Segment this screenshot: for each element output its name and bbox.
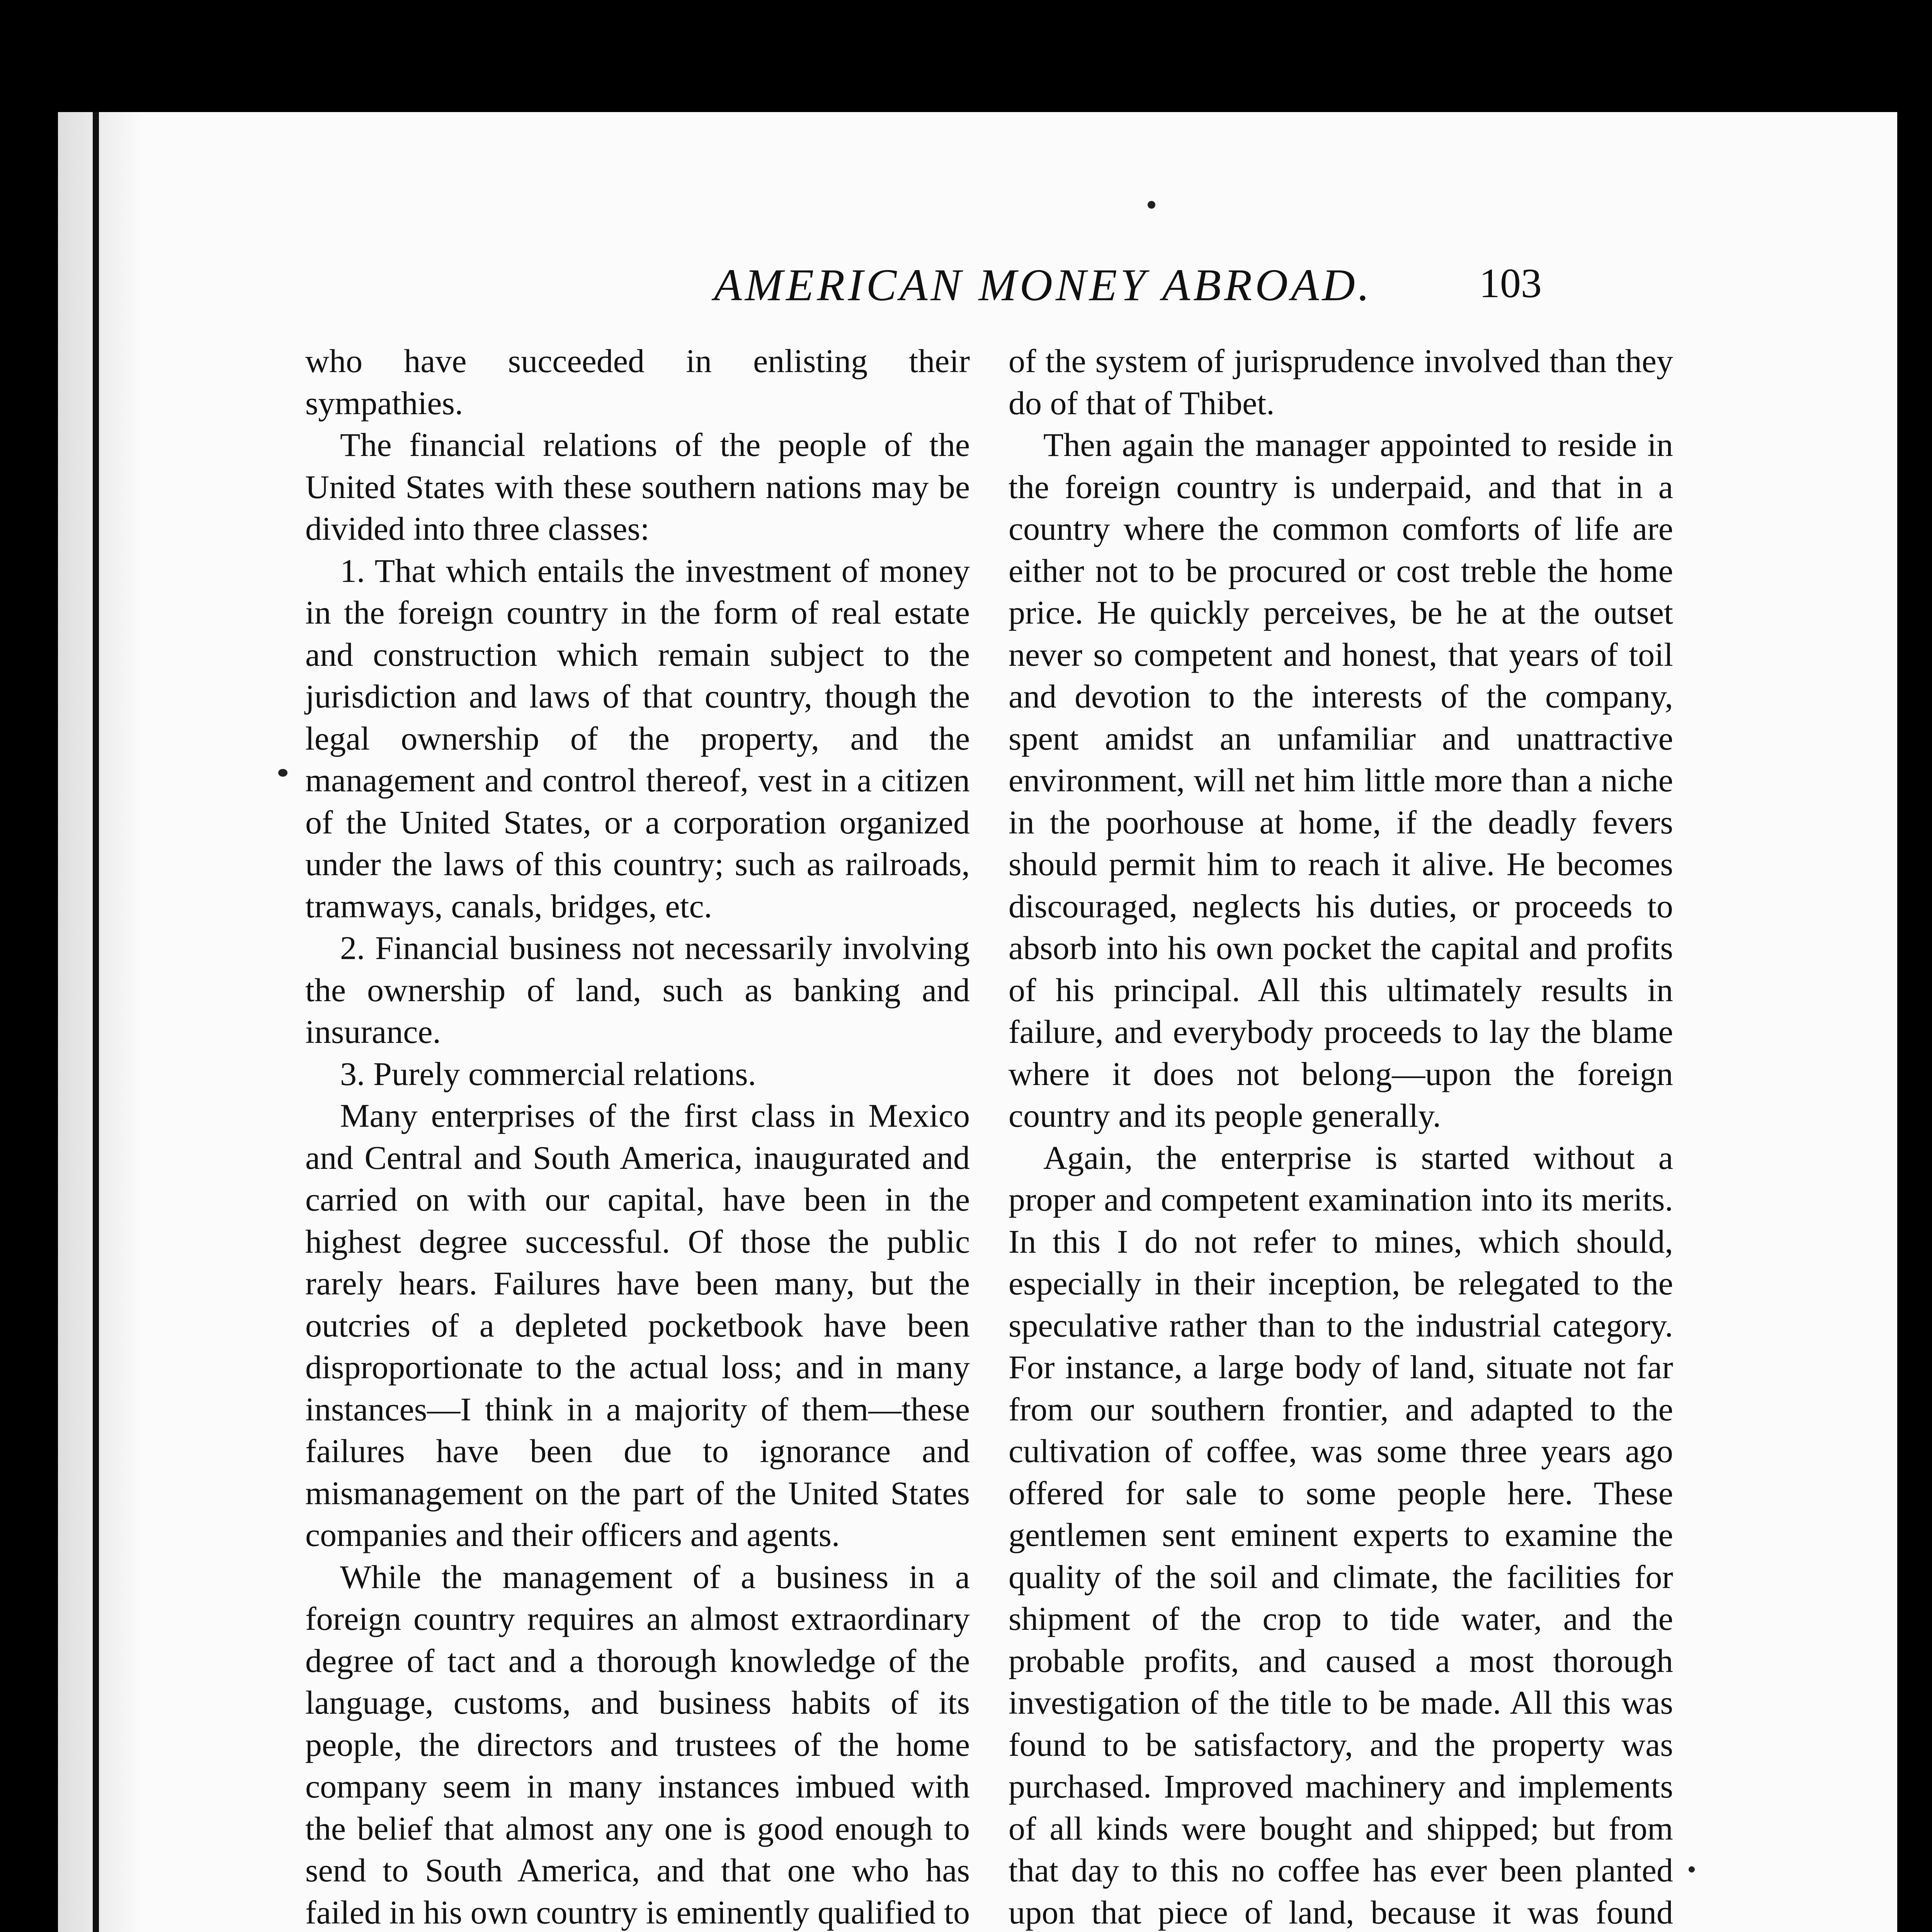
paragraph: While the management of a business in a foreign country requires an almost extraordinary degree of tact and a thorough knowledge of the language, customs, and business habits of its people, the directors and trustees of the home company seem in many instances imbued with the belief that almost any one is good enough to send to South America, and that one who has failed in his own country is eminently qualified to [305, 1558, 970, 1931]
paragraph: Many enterprises of the first class in Mexico and Central and South America, inaugurated and carried on with our capital, have been in the highest degree successful. Of those the public rarely hears. Failures have been many, but the outcries of a depleted pocketbook have been disproportionate to the actual loss; and in many instances—I think in a majority of them—these failures have been due to ignorance and mismanagement on the part of the United States companies and their officers and agents. [305, 1097, 970, 1553]
paragraph: Again, the enterprise is started without a proper and competent examination into its merits. In this I do not refer to mines, which should, especially in their inception, be relegated to the speculative rather than to the industrial category. For instance, a large body of land, situate not far from our southern frontier, and adapted to the cultivation of coffee, was some three years ago offered for sale to some people here. These gentlemen sent eminent experts to examine the quality of the soil and climate, the facilities for shipment of the crop to tide water, and the probable profits, and caused a most thorough investigation of the title to be made. All this was found to be satisfactory, and the property was purchased. Improved machinery and implements of all kinds were bought and shipped; but from that day to this no coffee has ever been planted upon that piece of land, because it was found [1009, 1139, 1673, 1931]
paragraph: The financial relations of the people of the United States with these southern nations may be divided into three classes: [305, 426, 970, 547]
print-speck [1689, 1866, 1695, 1872]
paragraph: of the system of jurisprudence involved than they do of that of Thibet. [1009, 342, 1673, 422]
list-item: 2. Financial business not necessarily involving the ownership of land, such as banking and insurance. [305, 929, 970, 1050]
list-item: 1. That which entails the investment of money in the foreign country in the form of real estate and construction which remain subject to the jurisdiction and laws of that country, though the legal ownership of the property, and the management and control thereof, vest in a citizen of the United States, or a corporation organized under the laws of this country; such as railroads, tramways, canals, bridges, etc. [305, 552, 970, 925]
left-column [305, 340, 970, 1932]
print-speck [1148, 201, 1155, 209]
running-head: AMERICAN MONEY ABROAD. [714, 260, 1373, 310]
right-column [1009, 340, 1673, 1932]
print-speck [278, 769, 287, 777]
page-number: 103 [1479, 260, 1542, 306]
book-page [58, 112, 1897, 1932]
paragraph: Then again the manager appointed to reside in the foreign country is underpaid, and that in a country where the common comforts of life are either not to be procured or cost treble the home price. He quickly perceives, be he at the outset never so competent and honest, that years of toil and devotion to the interests of the company, spent amidst an unfamiliar and unattractive environment, will net him little more than a niche in the poorhouse at home, if the deadly fevers should permit him to reach it alive. He becomes discouraged, neglects his duties, or proceeds to absorb into his own pocket the capital and profits of his principal. All this ultimately results in failure, and everybody proceeds to lay the blame where it does not belong—upon the foreign country and its people generally. [1009, 426, 1673, 1134]
gutter-shadow [58, 112, 143, 1932]
list-item: 3. Purely commercial relations. [340, 1055, 757, 1092]
gutter-line [93, 112, 99, 1932]
paragraph: who have succeeded in enlisting their sympathies. [305, 342, 970, 422]
